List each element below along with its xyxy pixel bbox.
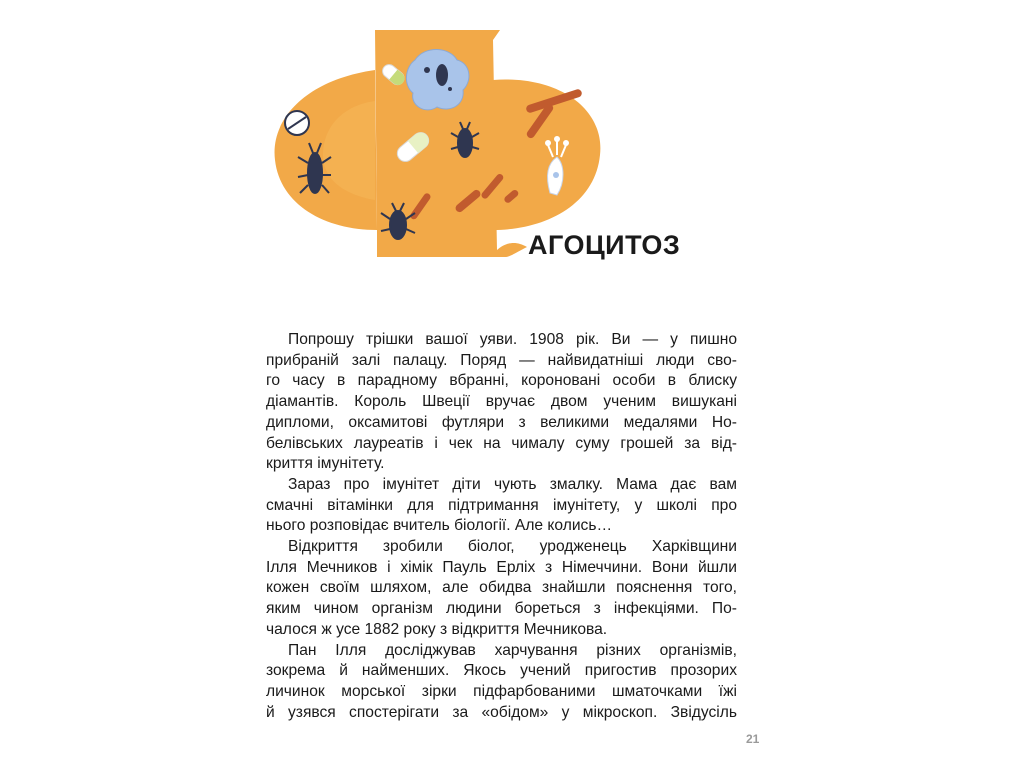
text-line: кожен своїм шляхом, але обидва знайшли пояснення того, [266, 579, 737, 597]
text-line: й узявся спостерігати за «обідом» у мікроскоп. Звідусіль [266, 703, 737, 721]
tablet-icon [285, 111, 309, 135]
text-line: Відкриття зробили біолог, уродженець Харківщини [288, 538, 737, 556]
body-text [266, 330, 737, 723]
text-line: смачні вітамінки для підтримання імунітету, у школі про [266, 496, 737, 514]
text-line: Зараз про імунітет діти чують змалку. Мама дає вам [288, 475, 737, 493]
page-number: 21 [746, 732, 760, 746]
text-line: нього розповідає вчитель біології. Але колись… [266, 517, 613, 535]
text-line: прибраній залі палацу. Поряд — найвидатніші люди сво- [266, 351, 737, 369]
text-line: зокрема й найменших. Якось учений пригостив прозорих [266, 662, 737, 680]
text-line: криття імунітету. [266, 455, 385, 473]
chapter-title: АГОЦИТОЗ [528, 230, 681, 260]
text-line: яким чином організм людини бореться з інфекціями. По- [266, 600, 737, 618]
drop-cap-letter-illustration [265, 25, 615, 265]
text-line: личинок морської зірки підфарбованими шматочками їжі [266, 682, 737, 700]
text-line: Попрошу трішки вашої уяви. 1908 рік. Ви — у пишно [288, 331, 737, 348]
text-line: чалося ж усе 1882 року з відкриття Мечникова. [266, 620, 608, 638]
text-line: дипломи, оксамитові футляри з великими медалями Но- [266, 413, 737, 431]
text-line: белівських лауреатів і чек на чималу суму грошей за від- [266, 434, 737, 452]
text-line: діамантів. Король Швеції вручає двом ученим вишукані [266, 393, 737, 411]
text-line: Пан Ілля досліджував харчування різних організмів, [288, 641, 737, 659]
text-line: го часу в парадному вбранні, короновані особи в блиску [266, 372, 737, 390]
text-line: Ілля Мечников і хімік Пауль Ерліх з Німеччини. Вони йшли [266, 558, 737, 576]
